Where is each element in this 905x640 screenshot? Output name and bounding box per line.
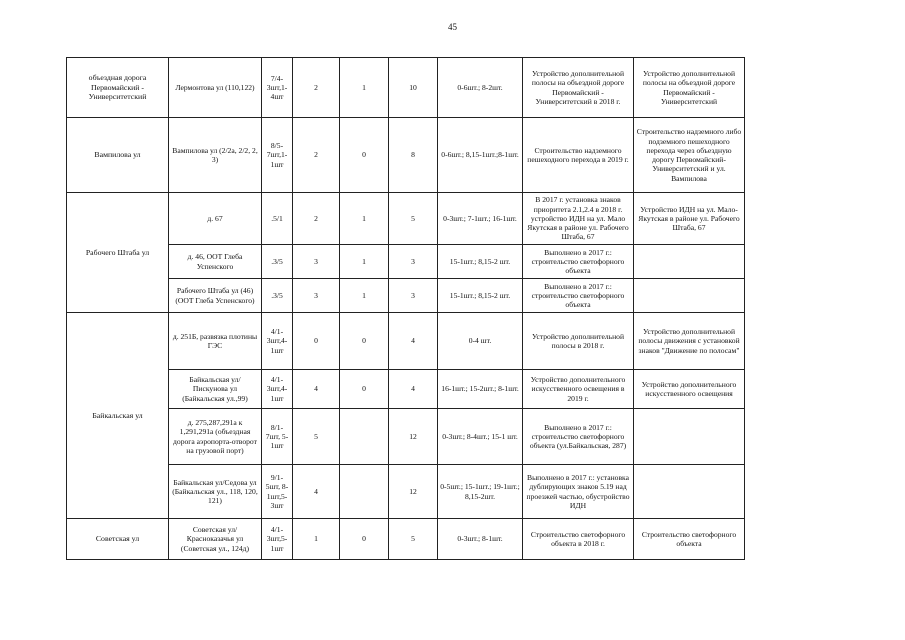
- signs-cell: 0-6шт.; 8-2шт.: [438, 58, 523, 118]
- count-cell: 0: [293, 313, 340, 370]
- location-cell: Советская ул/Красноказачья ул (Советская ул., 124д): [169, 519, 262, 560]
- proposal-cell: [634, 279, 745, 313]
- location-cell: Байкальская ул/ Пискунова ул (Байкальская ул.,99): [169, 370, 262, 409]
- measures-cell: Выполнено в 2017 г.: строительство светофорного объекта (ул.Байкальская, 287): [523, 409, 634, 465]
- count-cell: 1: [340, 279, 389, 313]
- count-cell: 4: [389, 313, 438, 370]
- table-row: [67, 279, 745, 313]
- signs-cell: 0-3шт.; 7-1шт.; 16-1шт.: [438, 193, 523, 245]
- count-cell: 4: [293, 465, 340, 519]
- count-cell: 5: [389, 519, 438, 560]
- count-cell: 12: [389, 409, 438, 465]
- ratio-cell: 7/4-3шт,1-4шт: [262, 58, 293, 118]
- location-cell: д. 67: [169, 193, 262, 245]
- measures-cell: Строительство светофорного объекта в 2018 г.: [523, 519, 634, 560]
- table-row: [67, 245, 745, 279]
- table-row: [67, 465, 745, 519]
- measures-cell: Строительство надземного пешеходного перехода в 2019 г.: [523, 118, 634, 193]
- proposal-cell: Строительство надземного либо подземного пешеходного перехода через объездную дорогу Первомайский-Университетский и ул. Вампилова: [634, 118, 745, 193]
- ratio-cell: 8/5-7шт,1-1шт: [262, 118, 293, 193]
- count-cell: 0: [340, 118, 389, 193]
- table-row: [67, 409, 745, 465]
- signs-cell: 16-1шт.; 15-2шт.; 8-1шт.: [438, 370, 523, 409]
- signs-cell: 0-5шт.; 15-1шт.; 19-1шт.; 8,15-2шт.: [438, 465, 523, 519]
- street-cell: Советская ул: [67, 519, 169, 560]
- count-cell: 2: [293, 58, 340, 118]
- count-cell: 5: [389, 193, 438, 245]
- ratio-cell: .5/1: [262, 193, 293, 245]
- count-cell: 1: [340, 58, 389, 118]
- ratio-cell: 8/1-7шт, 5-1шт: [262, 409, 293, 465]
- location-cell: Рабочего Штаба ул (46) (ООТ Глеба Успенского): [169, 279, 262, 313]
- measures-cell: Выполнено в 2017 г.: установка дублирующих знаков 5.19 над проезжей частью, обустройство ИДН: [523, 465, 634, 519]
- traffic-measures-table: [66, 57, 745, 560]
- count-cell: 1: [340, 245, 389, 279]
- ratio-cell: .3/5: [262, 279, 293, 313]
- proposal-cell: Устройство ИДН на ул. Мало-Якутская в районе ул. Рабочего Штаба, 67: [634, 193, 745, 245]
- measures-cell: Устройство дополнительной полосы в 2018 г.: [523, 313, 634, 370]
- ratio-cell: 4/1-3шт,4-1шт: [262, 370, 293, 409]
- measures-cell: Устройство дополнительной полосы на объездной дороге Первомайский - Университетский в 2018 г.: [523, 58, 634, 118]
- count-cell: 3: [389, 279, 438, 313]
- table-row: [67, 313, 745, 370]
- signs-cell: 15-1шт.; 8,15-2 шт.: [438, 245, 523, 279]
- location-cell: д. 275,287,291а к 1,291,291а (объездная дорога аэропорта-отворот на грузовой порт): [169, 409, 262, 465]
- page-number: 45: [448, 22, 457, 32]
- signs-cell: 0-6шт.; 8,15-1шт.;8-1шт.: [438, 118, 523, 193]
- proposal-cell: [634, 465, 745, 519]
- signs-cell: 0-3шт.; 8-4шт.; 15-1 шт.: [438, 409, 523, 465]
- signs-cell: 0-3шт.; 8-1шт.: [438, 519, 523, 560]
- count-cell: 0: [340, 519, 389, 560]
- ratio-cell: 9/1-5шт, 8-1шт,5-3шт: [262, 465, 293, 519]
- street-cell: Вампилова ул: [67, 118, 169, 193]
- count-cell: 4: [293, 370, 340, 409]
- location-cell: Вампилова ул (2/2а, 2/2, 2, 3): [169, 118, 262, 193]
- count-cell: 3: [293, 245, 340, 279]
- proposal-cell: Устройство дополнительного искусственного освещения: [634, 370, 745, 409]
- measures-cell: Выполнено в 2017 г.: строительство светофорного объекта: [523, 245, 634, 279]
- measures-cell: Выполнено в 2017 г.: строительство светофорного объекта: [523, 279, 634, 313]
- count-cell: 1: [293, 519, 340, 560]
- street-cell: объездная дорога Первомайский - Университетский: [67, 58, 169, 118]
- proposal-cell: Устройство дополнительной полосы движения с установкой знаков "Движение по полосам": [634, 313, 745, 370]
- table-row: [67, 370, 745, 409]
- signs-cell: 15-1шт.; 8,15-2 шт.: [438, 279, 523, 313]
- measures-cell: Устройство дополнительного искусственного освещения в 2019 г.: [523, 370, 634, 409]
- location-cell: д. 46, ООТ Глеба Успенского: [169, 245, 262, 279]
- location-cell: Байкальская ул/Седова ул (Байкальская ул., 118, 120, 121): [169, 465, 262, 519]
- count-cell: 2: [293, 118, 340, 193]
- count-cell: 3: [389, 245, 438, 279]
- ratio-cell: 4/1-3шт,5-1шт: [262, 519, 293, 560]
- count-cell: 1: [340, 193, 389, 245]
- count-cell: 3: [293, 279, 340, 313]
- signs-cell: 0-4 шт.: [438, 313, 523, 370]
- count-cell: 0: [340, 313, 389, 370]
- proposal-cell: [634, 409, 745, 465]
- count-cell: 8: [389, 118, 438, 193]
- count-cell: [340, 409, 389, 465]
- ratio-cell: .3/5: [262, 245, 293, 279]
- location-cell: Лермонтова ул (110,122): [169, 58, 262, 118]
- count-cell: 4: [389, 370, 438, 409]
- count-cell: 2: [293, 193, 340, 245]
- location-cell: д. 251Б, развязка плотины ГЭС: [169, 313, 262, 370]
- count-cell: [340, 465, 389, 519]
- proposal-cell: Устройство дополнительной полосы на объездной дороге Первомайский - Университетский: [634, 58, 745, 118]
- count-cell: 12: [389, 465, 438, 519]
- ratio-cell: 4/1-3шт,4-1шт: [262, 313, 293, 370]
- proposal-cell: Строительство светофорного объекта: [634, 519, 745, 560]
- table-row: [67, 519, 745, 560]
- measures-cell: В 2017 г. установка знаков приоритета 2.1,2.4 в 2018 г. устройство ИДН на ул. Мало Якутская в районе ул. Рабочего Штаба, 67: [523, 193, 634, 245]
- table-row: [67, 118, 745, 193]
- count-cell: 10: [389, 58, 438, 118]
- street-cell: Рабочего Штаба ул: [67, 193, 169, 313]
- street-cell: Байкальская ул: [67, 313, 169, 519]
- count-cell: 5: [293, 409, 340, 465]
- proposal-cell: [634, 245, 745, 279]
- table-row: [67, 193, 745, 245]
- count-cell: 0: [340, 370, 389, 409]
- table-row: [67, 58, 745, 118]
